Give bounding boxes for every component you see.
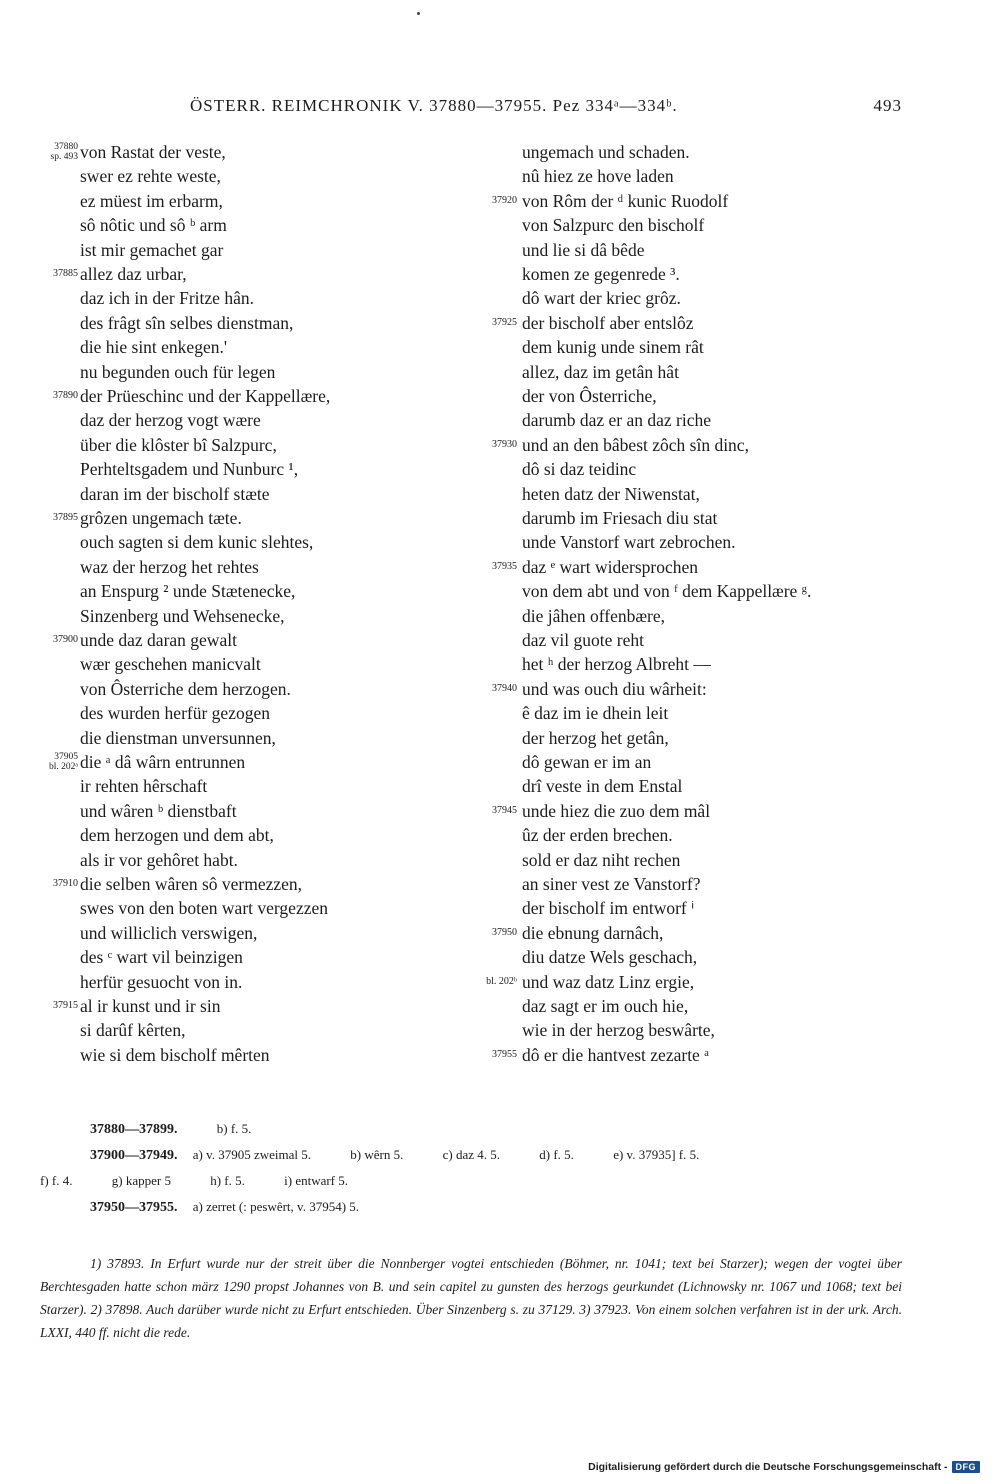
line-number: 37940 (492, 682, 517, 694)
verse-line: als ir vor gehôret habt. (80, 849, 238, 870)
footnotes (40, 1252, 902, 1344)
verse-line: swes von den boten wart vergezzen (80, 898, 328, 919)
verse-line: darumb daz er an daz riche (522, 410, 711, 431)
line-number-stack (18, 750, 78, 776)
apparatus-line (40, 1116, 902, 1142)
line-number: 37945 (492, 804, 517, 816)
verse-line: über die klôster bî Salzpurc, (80, 434, 277, 455)
verse-line: darumb im Friesach diu stat (522, 508, 718, 528)
apparatus-note: i) entwarf 5. (284, 1173, 349, 1188)
verse-line: an Enspurg ² unde Stætenecke, (80, 581, 296, 602)
verse-line: ê daz im ie dhein leit (522, 703, 669, 724)
line-number: 37910 (53, 878, 78, 889)
line-number: 37930 (492, 438, 517, 450)
verse-line: dô er die hantvest zezarte ᵃ (522, 1044, 709, 1065)
verse-line: wær geschehen manicvalt (80, 654, 261, 675)
ink-speck (417, 12, 420, 15)
verse-line: sold er daz niht rechen (522, 849, 681, 870)
verse-line: der Prüeschinc und der Kappellære, (80, 386, 331, 406)
verse-line: von Ôsterriche dem herzogen. (80, 678, 291, 699)
verse-line: und waz datz Linz ergie, (522, 971, 695, 992)
line-number: 37950 (492, 926, 517, 938)
leaf-reference: bl. 202ᵃ (49, 762, 78, 772)
running-title: ÖSTERR. REIMCHRONIK V. 37880—37955. Pez 334ᵃ—334ᵇ. (190, 96, 678, 115)
verse-line: unde Vanstorf wart zebrochen. (522, 532, 736, 553)
verse-line: die jâhen offenbære, (522, 605, 666, 626)
verse-line: daz der herzog vogt wære (80, 410, 261, 431)
verse-line: Perhteltsgadem und Nunburc ¹, (80, 459, 299, 480)
verse-line: daz ᵉ wart widersprochen (522, 556, 699, 577)
apparatus-note: b) wêrn 5. (350, 1147, 404, 1162)
verse-line: und williclich verswigen, (80, 922, 258, 943)
verse-line: die dienstman unversunnen, (80, 727, 276, 748)
verse-line: ist mir gemachet gar (80, 239, 224, 260)
verse-line: nû hiez ze hove laden (522, 166, 674, 187)
verse-line: swer ez rehte weste, (80, 166, 221, 187)
digitization-credit (588, 1459, 980, 1475)
line-number: 37925 (492, 316, 517, 328)
verse-line: des wurden herfür gezogen (80, 703, 270, 724)
verse-line: heten datz der Niwenstat, (522, 483, 700, 504)
line-number: 37955 (492, 1048, 517, 1060)
verse-line: drî veste in dem Enstal (522, 776, 683, 797)
verse-line: von Rastat der veste, (80, 142, 226, 162)
verse-line: des ᶜ wart vil beinzigen (80, 947, 243, 968)
verse-line: die ᵃ dâ wârn entrunnen (80, 752, 246, 772)
verse-line: komen ze gegenrede ³. (522, 264, 680, 284)
apparatus-note: f) f. 4. (40, 1173, 73, 1188)
verse-line: dô wart der kriec grôz. (522, 288, 681, 309)
verse-line: ungemach und schaden. (522, 142, 690, 162)
line-number-stack (18, 140, 78, 166)
verse-line: si darûf kêrten, (80, 1020, 186, 1041)
line-number: 37880 (54, 142, 78, 152)
apparatus-line (40, 1194, 902, 1220)
verse-line: ouch sagten si dem kunic slehtes, (80, 532, 314, 553)
leaf-reference: bl. 202ᵇ (486, 975, 517, 987)
apparatus-note: g) kapper 5 (111, 1173, 171, 1188)
verse-line: daz vil guote reht (522, 630, 644, 650)
footnote-text: 1) 37893. In Erfurt wurde nur der streit über die Nonnberger vogtei entschieden (Böhmer, nr. 1041; text bei Starzer); wegen der vogtei über Berchtesgaden hatte schon märz 1290 propst Johannes von B. und sein capitel zu gunsten des herzogs geurkundet (Lichnowsky nr. 1067 und 1068; text bei Starzer). 2) 37898. Auch darüber wurde nicht zu Erfurt entschieden. Über Sinzenberg s. zu 37129. 3) 37923. Von einem solchen verfahren ist in der urk. Arch. LXXI, 440 ff. nicht die rede. (40, 1256, 902, 1340)
verse-text (0, 140, 1000, 1080)
line-number: 37920 (492, 194, 517, 206)
apparatus-note: a) v. 37905 zweimal 5. (192, 1147, 312, 1162)
verse-line: allez daz urbar, (80, 264, 187, 284)
apparatus-range: 37880—37899. (90, 1122, 178, 1137)
verse-line: wie si dem bischolf mêrten (80, 1044, 270, 1065)
verse-line: dem herzogen und dem abt, (80, 825, 274, 846)
credit-text: Digitalisierung gefördert durch die Deutsche Forschungsgemeinschaft - (588, 1461, 948, 1473)
verse-line: daz sagt er im ouch hie, (522, 996, 689, 1016)
apparatus-note: h) f. 5. (210, 1173, 245, 1188)
verse-line: sô nôtic und sô ᵇ arm (80, 215, 227, 236)
verse-line: ûz der erden brechen. (522, 825, 673, 846)
line-number: 37895 (53, 512, 78, 523)
verse-line: daran im der bischolf stæte (80, 483, 270, 504)
apparatus-note: c) daz 4. 5. (442, 1147, 501, 1162)
verse-line: und was ouch diu wârheit: (522, 678, 707, 699)
apparatus-range: 37950—37955. (90, 1200, 178, 1215)
verse-line: die hie sint enkegen.' (80, 337, 227, 358)
verse-line: die selben wâren sô vermezzen, (80, 874, 303, 894)
verse-line: von Rôm der ᵈ kunic Ruodolf (522, 190, 729, 211)
line-number: 37890 (53, 390, 78, 401)
verse-line: Sinzenberg und Wehsenecke, (80, 605, 285, 626)
verse-line: von Salzpurc den bischolf (522, 215, 705, 236)
line-number: 37885 (53, 268, 78, 279)
verse-line: der herzog het getân, (522, 727, 669, 748)
line-number: 37915 (53, 1000, 78, 1011)
verse-line: der bischolf aber entslôz (522, 312, 694, 333)
verse-line: an siner vest ze Vanstorf? (522, 874, 701, 894)
dfg-logo: DFG (952, 1461, 981, 1473)
line-number: 37935 (492, 560, 517, 572)
page-number: 493 (873, 96, 902, 115)
verse-line: dem kunig unde sinem rât (522, 337, 704, 358)
apparatus-note: a) zerret (: peswêrt, v. 37954) 5. (192, 1199, 360, 1214)
line-number: 37900 (53, 634, 78, 645)
verse-line: die ebnung darnâch, (522, 922, 664, 943)
verse-line: und an den bâbest zôch sîn dinc, (522, 434, 749, 455)
running-header (190, 96, 902, 122)
line-number: 37905 (54, 752, 78, 762)
verse-line: waz der herzog het rehtes (80, 556, 259, 577)
verse-line: unde daz daran gewalt (80, 630, 237, 650)
apparatus-note: d) f. 5. (539, 1147, 574, 1162)
verse-line: der von Ôsterriche, (522, 386, 657, 406)
verse-line: dô si daz teidinc (522, 459, 637, 480)
apparatus-line (40, 1168, 902, 1194)
verse-line: ez müest im erbarm, (80, 190, 223, 211)
verse-line: herfür gesuocht von in. (80, 971, 243, 992)
verse-line: allez, daz im getân hât (522, 361, 679, 382)
verse-line: grôzen ungemach tæte. (80, 508, 242, 528)
apparatus-note: b) f. 5. (216, 1121, 252, 1136)
verse-line: dô gewan er im an (522, 752, 652, 772)
verse-line: der bischolf im entworf ⁱ (522, 898, 695, 919)
critical-apparatus (40, 1116, 902, 1220)
verse-line: des frâgt sîn selbes dienstman, (80, 312, 294, 333)
verse-line: unde hiez die zuo dem mâl (522, 800, 711, 821)
verse-line: und lie si dâ bêde (522, 239, 645, 260)
apparatus-range: 37900—37949. (90, 1148, 178, 1163)
verse-line: het ʰ der herzog Albreht — (522, 654, 711, 675)
verse-line: wie in der herzog beswârte, (522, 1020, 715, 1041)
verse-line: al ir kunst und ir sin (80, 996, 221, 1016)
verse-line: ir rehten hêrschaft (80, 776, 208, 797)
verse-line: daz ich in der Fritze hân. (80, 288, 254, 309)
apparatus-line (40, 1142, 902, 1168)
verse-line: diu datze Wels geschach, (522, 947, 698, 968)
verse-line: und wâren ᵇ dienstbaft (80, 800, 237, 821)
verse-line: von dem abt und von ᶠ dem Kappellære ᵍ. (522, 581, 812, 602)
apparatus-note: e) v. 37935] f. 5. (613, 1147, 700, 1162)
verse-line: nu begunden ouch für legen (80, 361, 276, 382)
column-reference: sp. 493 (50, 152, 78, 162)
